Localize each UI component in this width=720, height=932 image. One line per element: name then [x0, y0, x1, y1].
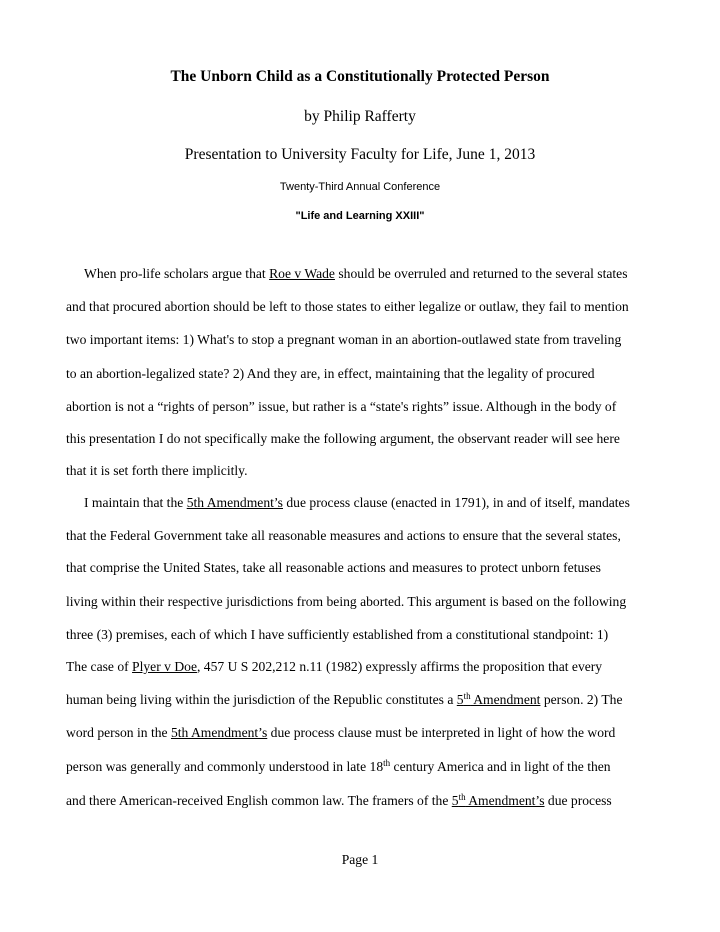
- text-run: I maintain that the: [84, 495, 187, 510]
- body-line: three (3) premises, each of which I have sufficiently established from a constitutional standpoint: 1): [66, 627, 609, 642]
- case-citation: Roe v Wade: [269, 266, 335, 281]
- body-line: that the Federal Government take all reasonable measures and actions to ensure that the several states,: [66, 528, 621, 543]
- text-run: The case of: [66, 659, 133, 674]
- body-line: [66, 692, 623, 708]
- text-run: due process: [544, 793, 612, 808]
- body-line: [66, 793, 612, 809]
- case-citation: Plyer v Doe: [132, 659, 197, 674]
- text-run: should be overruled and returned to the several states: [334, 266, 628, 281]
- amendment-reference: [452, 793, 545, 808]
- text-run: word person in the: [66, 725, 171, 740]
- body-line: that comprise the United States, take all reasonable actions and measures to protect unborn fetuses: [66, 560, 601, 575]
- body-line: [84, 266, 628, 282]
- text-run: 5: [456, 692, 464, 707]
- text-run: century America and in light of the then: [390, 759, 611, 774]
- amendment-reference: 5th Amendment’s: [170, 725, 268, 740]
- body-line: this presentation I do not specifically make the following argument, the observant reader will see here: [66, 431, 620, 446]
- text-run: , 457 U S 202,212 n.11 (1982) expressly affirms the proposition that every: [196, 659, 603, 674]
- page-number: Page 1: [341, 852, 379, 867]
- text-run: due process clause (enacted in 1791), in and of itself, mandates: [282, 495, 630, 510]
- text-run: human being living within the jurisdiction of the Republic constitutes a: [66, 692, 457, 707]
- body-line: [66, 759, 611, 775]
- body-line: [66, 659, 602, 675]
- author-line: by Philip Rafferty: [304, 108, 416, 125]
- body-line: and that procured abortion should be left to those states to either legalize or outlaw, they fail to mention: [66, 299, 629, 314]
- text-run: Amendment: [470, 692, 541, 707]
- text-run: When pro-life scholars argue that: [84, 266, 270, 281]
- amendment-reference: [457, 692, 541, 707]
- body-line: living within their respective jurisdictions from being aborted. This argument is based on the following: [66, 594, 627, 609]
- text-run: 5: [451, 793, 459, 808]
- superscript: th: [458, 792, 466, 802]
- superscript: th: [463, 691, 471, 701]
- text-run: due process clause must be interpreted in light of how the word: [267, 725, 616, 740]
- body-line: that it is set forth there implicitly.: [66, 463, 248, 478]
- body-line: two important items: 1) What's to stop a pregnant woman in an abortion-outlawed state from traveling: [66, 332, 622, 347]
- presentation-line: Presentation to University Faculty for Life, June 1, 2013: [184, 146, 536, 163]
- text-run: person. 2) The: [540, 692, 623, 707]
- body-line: abortion is not a “rights of person” issue, but rather is a “state's rights” issue. Although in the body of: [66, 399, 617, 414]
- superscript: th: [383, 758, 391, 768]
- text-run: and there American-received English common law. The framers of the: [66, 793, 452, 808]
- text-run: person was generally and commonly understood in late 18: [66, 759, 384, 774]
- document-title: The Unborn Child as a Constitutionally Protected Person: [170, 68, 550, 85]
- body-line: [66, 725, 615, 741]
- text-run: Amendment’s: [465, 793, 545, 808]
- amendment-reference: 5th Amendment’s: [186, 495, 283, 510]
- body-line: [84, 495, 630, 511]
- conference-line: Twenty-Third Annual Conference: [279, 181, 441, 193]
- conference-name: "Life and Learning XXIII": [295, 210, 425, 222]
- body-line: to an abortion-legalized state? 2) And they are, in effect, maintaining that the legality of procured: [66, 366, 595, 381]
